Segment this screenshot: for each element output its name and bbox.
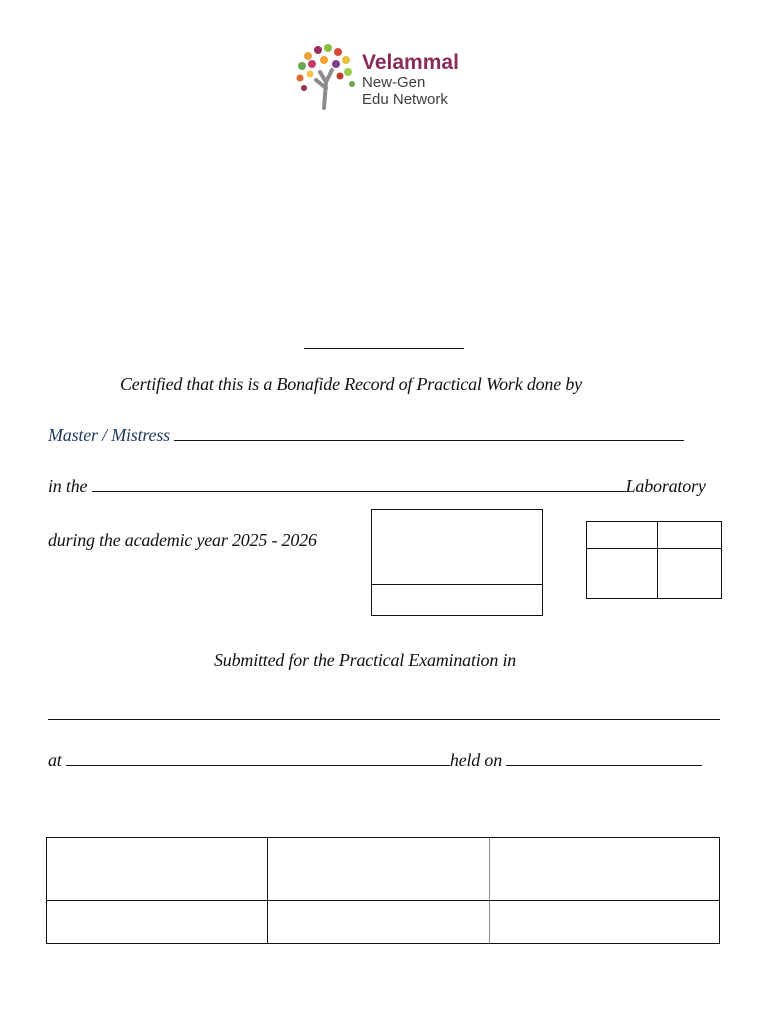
small-grid-vertical-divider <box>657 522 658 598</box>
register-box-divider <box>372 584 542 585</box>
academic-year-line: during the academic year 2025 - 2026 <box>48 530 317 550</box>
brand-subtitle-2: Edu Network <box>362 91 448 108</box>
venue-date-line <box>48 750 718 771</box>
laboratory-label: Laboratory <box>625 476 706 496</box>
small-grid-horizontal-divider <box>587 548 721 549</box>
submitted-line: Submitted for the Practical Examination in <box>214 650 517 670</box>
master-mistress-label: Master / Mistress <box>48 425 170 445</box>
student-name-field[interactable] <box>174 426 684 441</box>
date-field[interactable] <box>506 751 702 766</box>
brand-subtitle-1: New-Gen <box>362 74 426 91</box>
at-label: at <box>48 750 62 770</box>
title-rule <box>304 348 464 349</box>
examination-blank-line[interactable] <box>48 719 720 720</box>
signature-table-row-divider <box>47 900 719 901</box>
student-name-line <box>48 425 718 446</box>
held-on-label: held on <box>449 750 503 770</box>
signature-table-divider-1 <box>267 838 268 943</box>
signature-table <box>46 837 720 944</box>
certified-line: Certified that this is a Bonafide Record of Practical Work done by <box>120 374 582 394</box>
laboratory-line <box>48 476 718 497</box>
velammal-logo <box>294 42 484 114</box>
signature-table-divider-2 <box>489 838 490 943</box>
small-grid-box[interactable] <box>586 521 722 599</box>
in-the-label: in the <box>48 476 88 496</box>
laboratory-name-field[interactable] <box>92 477 626 492</box>
brand-name: Velammal <box>362 51 459 74</box>
register-number-box[interactable] <box>371 509 543 616</box>
venue-field[interactable] <box>66 751 450 766</box>
tree-logo-icon <box>294 42 358 110</box>
